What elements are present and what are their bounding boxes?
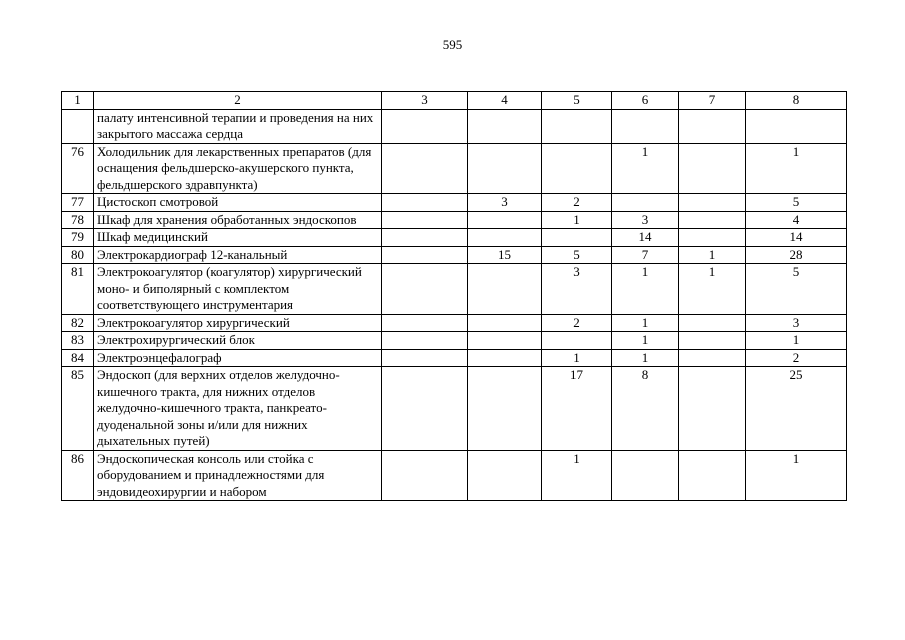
col3-cell	[382, 246, 468, 264]
col7-cell	[679, 314, 746, 332]
item-name-cell: Холодильник для лекарственных препаратов (для оснащения фельдшерско-акушерского пункта, фельдшерского здравпункта)	[94, 143, 382, 194]
column-header: 2	[94, 92, 382, 110]
col4-cell: 3	[468, 194, 542, 212]
col4-cell	[468, 332, 542, 350]
col4-cell	[468, 211, 542, 229]
item-name-cell: Шкаф медицинский	[94, 229, 382, 247]
column-header: 5	[542, 92, 612, 110]
row-number-cell: 81	[62, 264, 94, 315]
col7-cell	[679, 194, 746, 212]
col5-cell: 3	[542, 264, 612, 315]
equipment-table	[61, 91, 847, 501]
total-cell: 2	[746, 349, 847, 367]
row-number-cell: 83	[62, 332, 94, 350]
table-row	[62, 194, 847, 212]
header-row	[62, 92, 847, 110]
col6-cell: 1	[612, 143, 679, 194]
total-cell: 1	[746, 332, 847, 350]
col7-cell	[679, 332, 746, 350]
col3-cell	[382, 264, 468, 315]
table-row	[62, 314, 847, 332]
row-number-cell: 79	[62, 229, 94, 247]
item-name-cell: Шкаф для хранения обработанных эндоскопов	[94, 211, 382, 229]
col6-cell: 1	[612, 264, 679, 315]
row-number-cell: 82	[62, 314, 94, 332]
total-cell: 25	[746, 367, 847, 451]
table-row	[62, 450, 847, 501]
col7-cell	[679, 367, 746, 451]
col5-cell: 17	[542, 367, 612, 451]
col7-cell	[679, 109, 746, 143]
col4-cell	[468, 109, 542, 143]
table-row	[62, 143, 847, 194]
item-name-cell: Электроэнцефалограф	[94, 349, 382, 367]
total-cell: 1	[746, 450, 847, 501]
col3-cell	[382, 194, 468, 212]
table-row	[62, 246, 847, 264]
col3-cell	[382, 109, 468, 143]
column-header: 1	[62, 92, 94, 110]
col4-cell	[468, 314, 542, 332]
col7-cell	[679, 450, 746, 501]
col7-cell	[679, 349, 746, 367]
item-name-cell: Цистоскоп смотровой	[94, 194, 382, 212]
item-name-cell: Электрокардиограф 12-канальный	[94, 246, 382, 264]
col6-cell: 1	[612, 332, 679, 350]
col6-cell: 14	[612, 229, 679, 247]
item-name-cell: Эндоскоп (для верхних отделов желудочно-кишечного тракта, для нижних отделов желудочно-кишечного тракта, панкреато-дуоденальной зоны и/или для нижних дыхательных путей)	[94, 367, 382, 451]
col4-cell	[468, 264, 542, 315]
col5-cell: 1	[542, 211, 612, 229]
col6-cell	[612, 450, 679, 501]
col3-cell	[382, 211, 468, 229]
col5-cell: 1	[542, 349, 612, 367]
col7-cell	[679, 211, 746, 229]
total-cell	[746, 109, 847, 143]
col4-cell: 15	[468, 246, 542, 264]
row-number-cell	[62, 109, 94, 143]
col3-cell	[382, 314, 468, 332]
row-number-cell: 77	[62, 194, 94, 212]
row-number-cell: 84	[62, 349, 94, 367]
col3-cell	[382, 229, 468, 247]
col5-cell: 2	[542, 194, 612, 212]
col3-cell	[382, 332, 468, 350]
col6-cell: 7	[612, 246, 679, 264]
column-header: 3	[382, 92, 468, 110]
item-name-cell: Электрокоагулятор (коагулятор) хирургический моно- и биполярный с комплектом соответствующего инструментария	[94, 264, 382, 315]
col4-cell	[468, 229, 542, 247]
total-cell: 4	[746, 211, 847, 229]
total-cell: 14	[746, 229, 847, 247]
col5-cell: 5	[542, 246, 612, 264]
col6-cell: 8	[612, 367, 679, 451]
col4-cell	[468, 349, 542, 367]
total-cell: 3	[746, 314, 847, 332]
item-name-cell: палату интенсивной терапии и проведения на них закрытого массажа сердца	[94, 109, 382, 143]
col5-cell	[542, 332, 612, 350]
col3-cell	[382, 143, 468, 194]
col7-cell: 1	[679, 246, 746, 264]
table-row	[62, 349, 847, 367]
col3-cell	[382, 367, 468, 451]
item-name-cell: Эндоскопическая консоль или стойка с оборудованием и принадлежностями для эндовидеохирургии и набором	[94, 450, 382, 501]
col4-cell	[468, 450, 542, 501]
row-number-cell: 78	[62, 211, 94, 229]
table-row	[62, 109, 847, 143]
table-row	[62, 229, 847, 247]
table-row	[62, 264, 847, 315]
column-header: 8	[746, 92, 847, 110]
col6-cell: 3	[612, 211, 679, 229]
total-cell: 5	[746, 194, 847, 212]
col6-cell: 1	[612, 349, 679, 367]
col5-cell	[542, 229, 612, 247]
table-header	[62, 92, 847, 110]
col4-cell	[468, 143, 542, 194]
row-number-cell: 85	[62, 367, 94, 451]
item-name-cell: Электрокоагулятор хирургический	[94, 314, 382, 332]
col7-cell	[679, 229, 746, 247]
col5-cell	[542, 109, 612, 143]
column-header: 4	[468, 92, 542, 110]
col5-cell	[542, 143, 612, 194]
table-row	[62, 211, 847, 229]
table-row	[62, 332, 847, 350]
col5-cell: 2	[542, 314, 612, 332]
col6-cell: 1	[612, 314, 679, 332]
row-number-cell: 86	[62, 450, 94, 501]
col6-cell	[612, 109, 679, 143]
page-number: 595	[442, 37, 463, 52]
col7-cell	[679, 143, 746, 194]
row-number-cell: 80	[62, 246, 94, 264]
col5-cell: 1	[542, 450, 612, 501]
item-name-cell: Электрохирургический блок	[94, 332, 382, 350]
col7-cell: 1	[679, 264, 746, 315]
col3-cell	[382, 450, 468, 501]
total-cell: 1	[746, 143, 847, 194]
total-cell: 5	[746, 264, 847, 315]
table-row	[62, 367, 847, 451]
table-body	[62, 109, 847, 501]
column-header: 7	[679, 92, 746, 110]
col3-cell	[382, 349, 468, 367]
total-cell: 28	[746, 246, 847, 264]
row-number-cell: 76	[62, 143, 94, 194]
col6-cell	[612, 194, 679, 212]
column-header: 6	[612, 92, 679, 110]
col4-cell	[468, 367, 542, 451]
